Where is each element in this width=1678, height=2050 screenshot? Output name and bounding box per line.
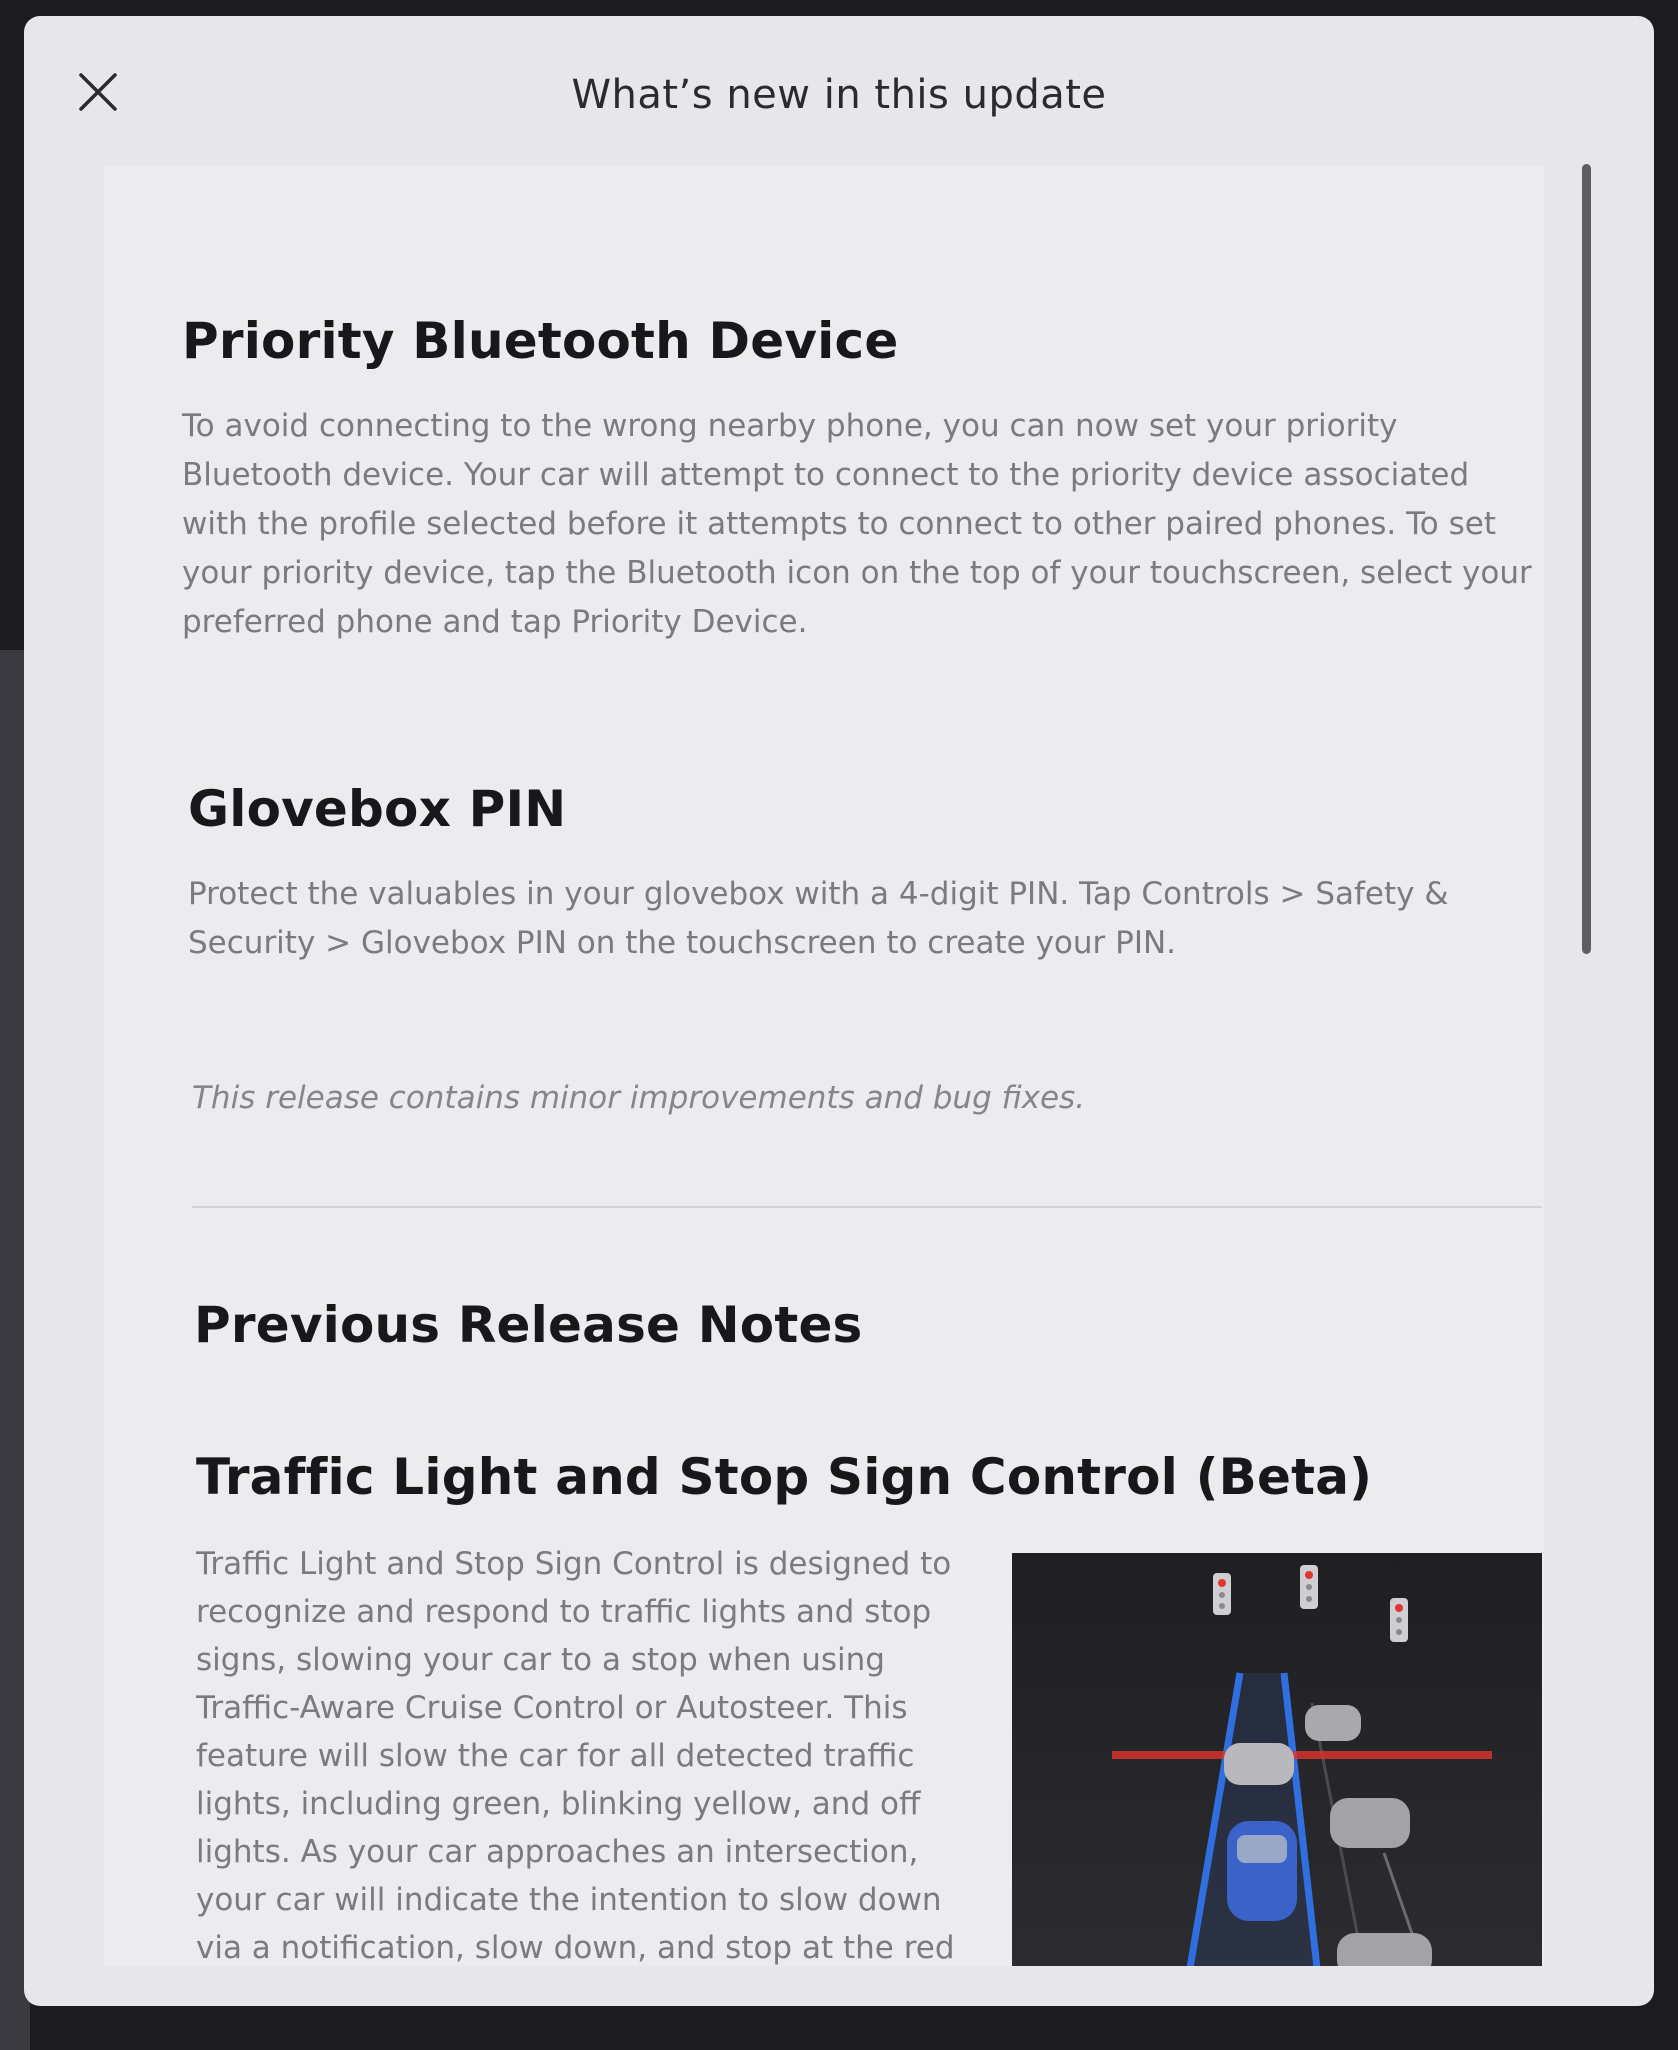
previous-release-notes-header (194, 1296, 1544, 1354)
divider (192, 1206, 1542, 1208)
traffic-light-icon (1213, 1573, 1231, 1615)
section-heading: Traffic Light and Stop Sign Control (Beta) (196, 1448, 1373, 1506)
minor-improvements-note: This release contains minor improvements and bug fixes. (192, 1080, 1086, 1116)
section-body: Protect the valuables in your glovebox with a 4-digit PIN. Tap Controls > Safety & Security > Glovebox PIN on the touchscreen to create your PIN. (188, 876, 1449, 961)
section-body: Traffic Light and Stop Sign Control is designed to recognize and respond to traffic lights and stop signs, slowing your car to a stop when using Traffic-Aware Cruise Control or Autosteer. This feature will slow the car for all detected traffic lights, including green, blinking yellow, and off lights. As your car approaches an intersection, your car will indicate the intention to slow down via a notification, slow down, and stop at the red (196, 1546, 955, 1966)
section-glovebox-pin (188, 780, 1544, 968)
section-body: To avoid connecting to the wrong nearby phone, you can now set your priority Bluetooth device. Your car will attempt to connect to the priority device associated with the profile selected before it attempts to connect to other paired phones. To set your priority device, tap the Bluetooth icon on the top of your touchscreen, select your preferred phone and tap Priority Device. (182, 408, 1532, 640)
release-notes-modal (24, 16, 1654, 2006)
release-notes-content[interactable] (104, 166, 1544, 1966)
traffic-light-icon (1300, 1565, 1318, 1609)
section-heading: Glovebox PIN (188, 780, 567, 838)
traffic-light-icon (1390, 1598, 1408, 1642)
previous-release-notes-heading: Previous Release Notes (194, 1296, 863, 1354)
release-note-footer (192, 1080, 1544, 1116)
modal-title: What’s new in this update (571, 72, 1107, 118)
section-heading: Priority Bluetooth Device (182, 312, 899, 370)
scrollbar[interactable] (1582, 164, 1591, 954)
section-priority-bluetooth (182, 312, 1544, 647)
traffic-light-visualization-image (1012, 1553, 1542, 1966)
